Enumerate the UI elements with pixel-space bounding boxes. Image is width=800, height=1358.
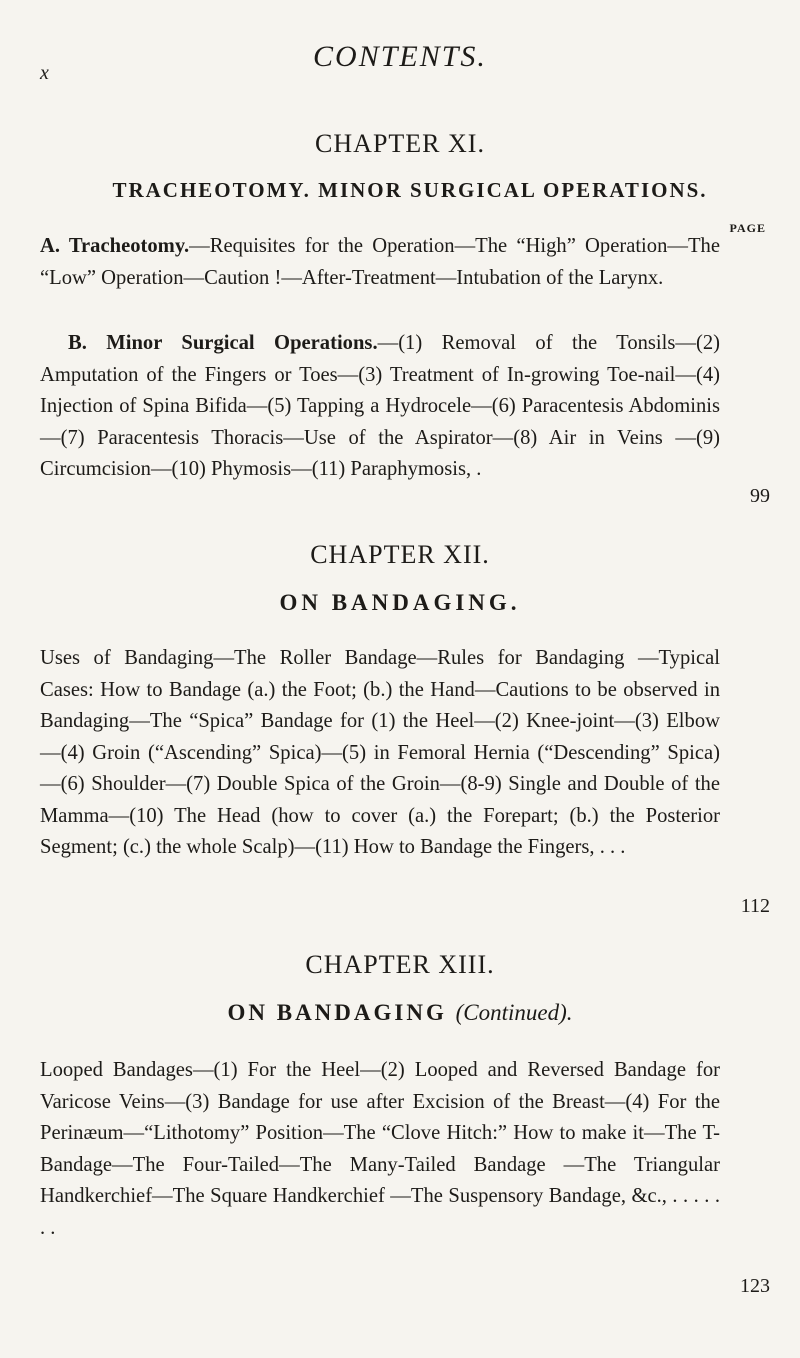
chapter-13-page-ref: 123	[740, 1275, 770, 1297]
chapter-13-heading: CHAPTER XIII.	[305, 950, 495, 979]
chapter-11-page-ref: 99	[750, 485, 770, 507]
chapter-13-subtitle-continued: (Continued).	[455, 1000, 573, 1025]
chapter-11-subtitle: TRACHEOTOMY. MINOR SURGICAL OPERATIONS.	[112, 178, 708, 202]
chapter-13-contents: Looped Bandages—(1) For the Heel—(2) Looped and Reversed Bandage for Varicose Veins—(3) Bandage for use after Excision of the Breast—(4) For the Perinæum—“Lithotomy” Position—The “Clove Hitch:” How to make it—The T-Bandage—The Four-Tailed—The Many-Tailed Bandage —The Triangular Handkerchief—The Square Handkerchief —The Suspensory Bandage, &c., . . . . . . .	[40, 1059, 720, 1239]
section-b-lead: B. Minor Surgical Operations.	[68, 332, 378, 354]
chapter-12-contents: Uses of Bandaging—The Roller Bandage—Rules for Bandaging —Typical Cases: How to Bandage (a.) the Foot; (b.) the Hand—Cautions to be observed in Bandaging—The “Spica” Bandage for (1) the Heel—(2) Knee-joint—(3) Elbow—(4) Groin (“Ascending” Spica)—(5) in Femoral Hernia (“Descending” Spica)—(6) Shoulder—(7) Double Spica of the Groin—(8-9) Single and Double of the Mamma—(10) The Head (how to cover (a.) the Forepart; (b.) the Posterior Segment; (c.) the whole Scalp)—(11) How to Bandage the Fingers, . . .	[40, 647, 720, 858]
running-head: CONTENTS.	[313, 40, 487, 73]
chapter-13-subtitle-main: ON BANDAGING	[227, 1000, 447, 1025]
chapter-13-subtitle	[0, 1000, 800, 1026]
page-column-label: PAGE	[729, 221, 766, 235]
chapter-11-section-a	[40, 231, 720, 294]
chapter-12-page-ref: 112	[740, 895, 770, 917]
chapter-11-section-b	[40, 328, 720, 486]
chapter-12-subtitle: ON BANDAGING.	[279, 590, 521, 615]
section-a-text: —Requisites for the Operation—The “High” Operation—The “Low” Operation—Caution !—After-Treatment—Intubation of the Larynx.	[40, 235, 720, 289]
section-b-text: —(1) Removal of the Tonsils—(2) Amputation of the Fingers or Toes—(3) Treatment of In-growing Toe-nail—(4) Injection of Spina Bifida—(5) Tapping a Hydrocele—(6) Paracentesis Abdominis—(7) Paracentesis Thoracis—Use of the Aspirator—(8) Air in Veins —(9) Circumcision—(10) Phymosis—(11) Paraphymosis, .	[40, 332, 720, 480]
page-number: x	[40, 62, 49, 84]
section-a-lead: A. Tracheotomy.	[40, 235, 190, 257]
chapter-12-heading: CHAPTER XII.	[310, 540, 490, 569]
chapter-11-heading: CHAPTER XI.	[315, 129, 485, 158]
